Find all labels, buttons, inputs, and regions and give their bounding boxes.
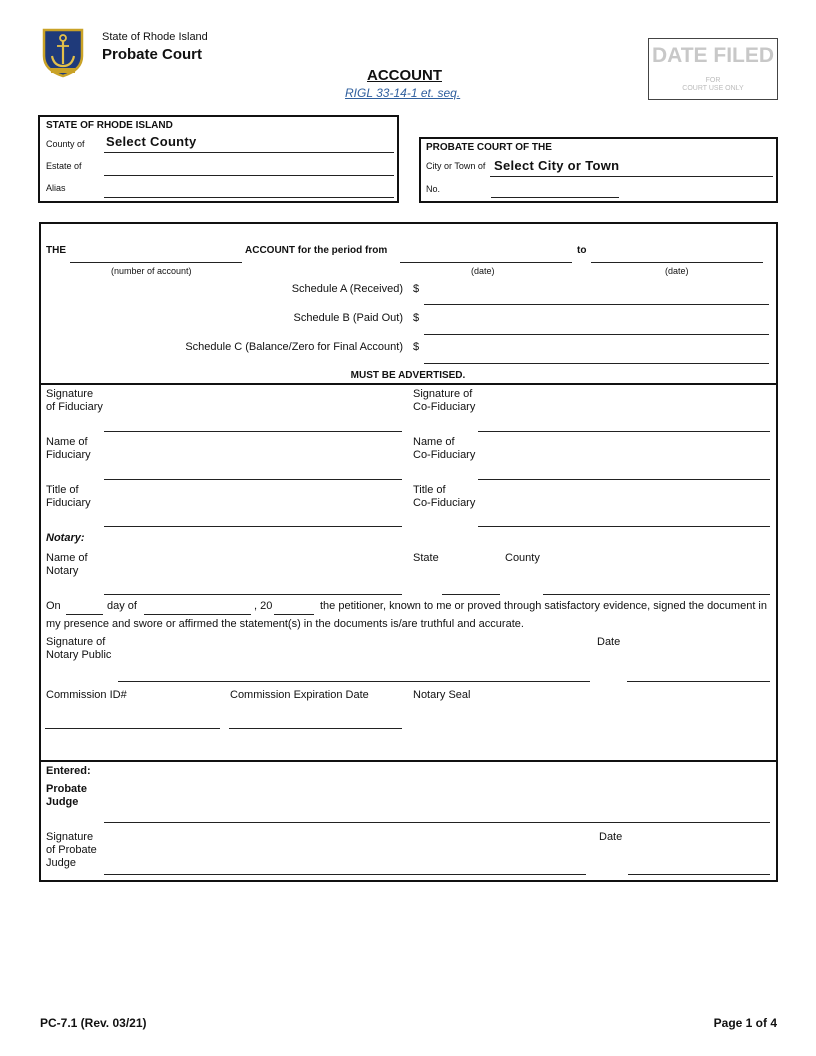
- number-field[interactable]: [491, 197, 619, 198]
- fiduciary-signature-field[interactable]: [104, 431, 402, 432]
- judge-signature-label-3: Judge: [46, 857, 76, 869]
- number-caption: (number of account): [111, 266, 192, 276]
- schedule-c-label: Schedule C (Balance/Zero for Final Account): [185, 341, 403, 353]
- state-seal: [38, 26, 88, 78]
- on-label: On: [46, 600, 61, 612]
- form-id: PC-7.1 (Rev. 03/21): [40, 1016, 147, 1030]
- schedule-a-label: Schedule A (Received): [291, 283, 403, 295]
- schedule-b-field[interactable]: [424, 334, 769, 335]
- period-label: ACCOUNT for the period from: [245, 245, 388, 256]
- date-filed-label: DATE FILED: [651, 44, 775, 67]
- notary-name-label-2: Notary: [46, 565, 79, 577]
- probate-judge-field[interactable]: [104, 822, 770, 823]
- estate-field[interactable]: [104, 175, 394, 176]
- state-heading: STATE OF RHODE ISLAND: [46, 120, 173, 131]
- fiduciary-signature-label-2: of Fiduciary: [46, 401, 103, 413]
- city-select[interactable]: Select City or Town: [494, 158, 620, 173]
- notary-state-field[interactable]: [442, 594, 500, 595]
- cofiduciary-title-field[interactable]: [478, 526, 770, 527]
- period-from-field[interactable]: [400, 262, 572, 263]
- court-name: Probate Court: [102, 46, 203, 63]
- commission-expiration-field[interactable]: [229, 728, 402, 729]
- judge-date-field[interactable]: [628, 874, 770, 875]
- account-number-field[interactable]: [70, 262, 242, 263]
- judge-date-label: Date: [599, 831, 623, 843]
- notary-signature-label: Signature of: [46, 636, 106, 648]
- city-label: City or Town of: [426, 161, 486, 171]
- section-divider: [40, 383, 776, 385]
- period-to-field[interactable]: [591, 262, 763, 263]
- year-field[interactable]: [274, 614, 314, 615]
- judge-signature-field[interactable]: [104, 874, 586, 875]
- probate-judge-label-2: Judge: [46, 796, 79, 808]
- page-title: ACCOUNT: [367, 67, 442, 84]
- cofiduciary-name-label: Name of: [413, 436, 455, 448]
- notary-name-label: Name of: [46, 552, 88, 564]
- court-heading: PROBATE COURT OF THE: [426, 142, 552, 153]
- county-select[interactable]: Select County: [106, 134, 197, 149]
- notary-seal-label: Notary Seal: [413, 689, 471, 701]
- day-field[interactable]: [66, 614, 103, 615]
- date-filed-stamp: [648, 38, 778, 100]
- alias-label: Alias: [46, 183, 66, 193]
- cofiduciary-signature-field[interactable]: [478, 431, 770, 432]
- day-of-label: day of: [107, 600, 137, 612]
- cofiduciary-signature-label: Signature of: [413, 388, 473, 400]
- entered-label: Entered:: [46, 765, 91, 777]
- fiduciary-name-label: Name of: [46, 436, 88, 448]
- anchor-seal-icon: [38, 26, 88, 78]
- fiduciary-title-label-2: Fiduciary: [46, 497, 91, 509]
- account-form-box: [39, 222, 778, 882]
- notary-statement-2: my presence and swore or affirmed the statement(s) in the documents is/are truthful and accurate.: [46, 618, 524, 630]
- date-caption: (date): [471, 266, 495, 276]
- fiduciary-title-label: Title of: [46, 484, 79, 496]
- schedule-a-field[interactable]: [424, 304, 769, 305]
- fiduciary-signature-label: Signature: [46, 388, 94, 400]
- court-use-label-2: COURT USE ONLY: [682, 85, 744, 92]
- commission-expiration-label: Commission Expiration Date: [230, 689, 369, 701]
- dollar-sign: $: [413, 341, 420, 353]
- alias-field[interactable]: [104, 197, 394, 198]
- cofiduciary-name-field[interactable]: [478, 479, 770, 480]
- county-underline: [104, 152, 394, 153]
- notary-county-field[interactable]: [543, 594, 770, 595]
- date-caption: (date): [665, 266, 689, 276]
- cofiduciary-title-label-2: Co-Fiduciary: [413, 497, 476, 509]
- year-prefix-label: , 20: [254, 600, 273, 612]
- statute-link[interactable]: RIGL 33-14-1 et. seq.: [345, 86, 461, 100]
- page-number: Page 1 of 4: [713, 1016, 777, 1030]
- notary-signature-field[interactable]: [118, 681, 590, 682]
- dollar-sign: $: [413, 283, 420, 295]
- city-underline: [490, 176, 773, 177]
- month-field[interactable]: [144, 614, 251, 615]
- state-name: State of Rhode Island: [102, 31, 208, 43]
- commission-id-field[interactable]: [45, 728, 220, 729]
- to-label: to: [577, 245, 587, 256]
- notary-heading: Notary:: [46, 532, 85, 544]
- cofiduciary-signature-label-2: Co-Fiduciary: [413, 401, 476, 413]
- notary-name-field[interactable]: [104, 594, 402, 595]
- notary-state-label: State: [413, 552, 439, 564]
- number-label: No.: [426, 184, 441, 194]
- commission-id-label: Commission ID#: [46, 689, 127, 701]
- advertised-notice: MUST BE ADVERTISED.: [350, 370, 466, 381]
- judge-signature-label-2: of Probate: [46, 844, 97, 856]
- fiduciary-name-field[interactable]: [104, 479, 402, 480]
- cofiduciary-title-label: Title of: [413, 484, 446, 496]
- schedule-c-field[interactable]: [424, 363, 769, 364]
- fiduciary-name-label-2: Fiduciary: [46, 449, 91, 461]
- cofiduciary-name-label-2: Co-Fiduciary: [413, 449, 476, 461]
- the-label: THE: [46, 245, 66, 256]
- fiduciary-title-field[interactable]: [104, 526, 402, 527]
- dollar-sign: $: [413, 312, 420, 324]
- notary-date-field[interactable]: [627, 681, 770, 682]
- notary-signature-label-2: Notary Public: [46, 649, 112, 661]
- section-divider: [40, 760, 776, 762]
- notary-statement: the petitioner, known to me or proved through satisfactory evidence, signed the document in: [320, 600, 767, 612]
- court-use-label: FOR: [705, 77, 721, 84]
- notary-date-label: Date: [597, 636, 621, 648]
- notary-county-label: County: [505, 552, 540, 564]
- probate-judge-label: Probate: [46, 783, 87, 795]
- schedule-b-label: Schedule B (Paid Out): [293, 312, 403, 324]
- judge-signature-label: Signature: [46, 831, 94, 843]
- estate-label: Estate of: [46, 161, 82, 171]
- county-label: County of: [46, 139, 85, 149]
